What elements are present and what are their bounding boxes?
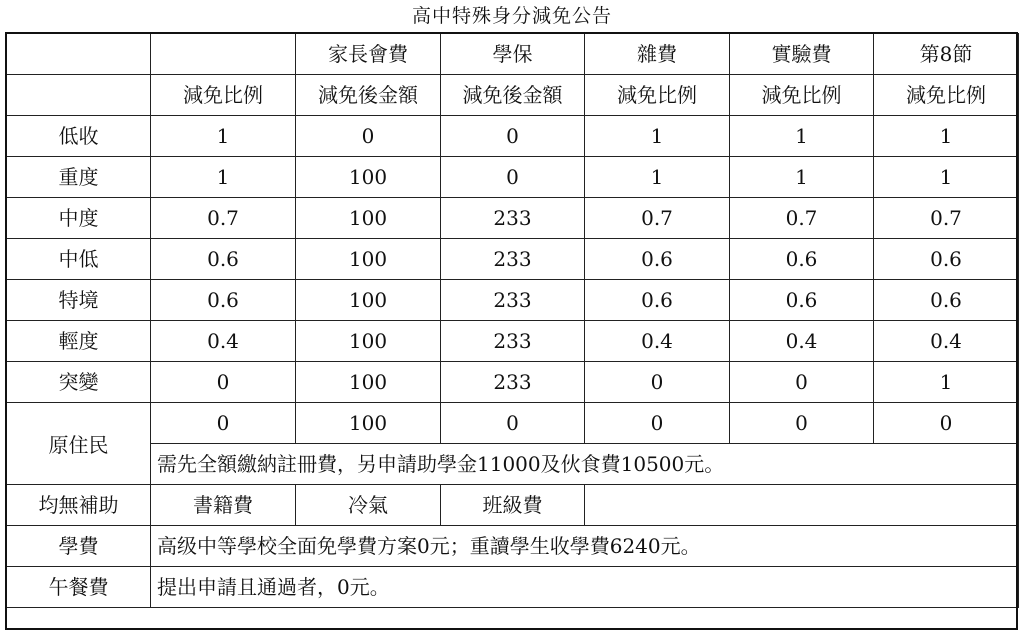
header-row-2 [7, 75, 1019, 116]
table-cell: 1 [874, 116, 1019, 157]
table-cell: 0 [441, 116, 585, 157]
table-cell: 0 [585, 362, 730, 403]
table-cell: 0 [585, 403, 730, 444]
header-cell: 雜費 [585, 34, 730, 75]
row-label: 輕度 [7, 321, 151, 362]
table-row [7, 239, 1019, 280]
table-cell: 233 [441, 280, 585, 321]
table-cell: 233 [441, 362, 585, 403]
fee-reduction-table [6, 33, 1019, 608]
lunch-label: 午餐費 [7, 567, 151, 608]
header-cell: 減免比例 [151, 75, 296, 116]
header-cell: 減免比例 [585, 75, 730, 116]
row-label: 低收 [7, 116, 151, 157]
header-cell [7, 34, 151, 75]
table-row [7, 362, 1019, 403]
table-cell: 0.7 [585, 198, 730, 239]
no-subsidy-label: 均無補助 [7, 485, 151, 526]
table-cell: 0.4 [585, 321, 730, 362]
lunch-text: 提出申請且通過者，0元。 [151, 567, 1019, 608]
table-cell: 100 [296, 239, 441, 280]
table-cell: 0.4 [874, 321, 1019, 362]
table-cell: 0.6 [585, 280, 730, 321]
header-row-1 [7, 34, 1019, 75]
table-cell: 0 [730, 362, 874, 403]
table-cell: 1 [730, 116, 874, 157]
table-cell: 0.6 [874, 280, 1019, 321]
table-cell: 0 [151, 362, 296, 403]
row-label: 特境 [7, 280, 151, 321]
table-cell: 0.6 [730, 239, 874, 280]
table-cell: 0 [441, 157, 585, 198]
table-cell: 1 [730, 157, 874, 198]
table-cell: 0 [441, 403, 585, 444]
table-cell: 1 [874, 362, 1019, 403]
header-cell [151, 34, 296, 75]
table-cell: 233 [441, 321, 585, 362]
tuition-row [7, 526, 1019, 567]
header-cell: 家長會費 [296, 34, 441, 75]
header-cell: 減免比例 [874, 75, 1019, 116]
table-cell: 0 [874, 403, 1019, 444]
table-cell: 233 [441, 198, 585, 239]
table-cell: 233 [441, 239, 585, 280]
aboriginal-note-row [7, 444, 1019, 485]
header-cell: 實驗費 [730, 34, 874, 75]
table-cell: 0 [730, 403, 874, 444]
table-cell: 0.4 [730, 321, 874, 362]
table-cell: 100 [296, 362, 441, 403]
no-subsidy-row [7, 485, 1019, 526]
table-cell: 100 [296, 403, 441, 444]
table-cell: 0.6 [874, 239, 1019, 280]
table-cell: 0.6 [151, 280, 296, 321]
table-cell: 0.6 [585, 239, 730, 280]
table-row [7, 321, 1019, 362]
table-cell: 1 [151, 157, 296, 198]
table-row [7, 116, 1019, 157]
table-cell: 100 [296, 280, 441, 321]
table-cell: 100 [296, 157, 441, 198]
table-cell: 0.7 [151, 198, 296, 239]
table-cell: 0.6 [730, 280, 874, 321]
row-label: 重度 [7, 157, 151, 198]
header-cell: 減免後金額 [441, 75, 585, 116]
no-subsidy-item: 冷氣 [296, 485, 441, 526]
table-cell: 0 [151, 403, 296, 444]
row-label: 中低 [7, 239, 151, 280]
table-cell: 100 [296, 321, 441, 362]
table-cell: 0.7 [874, 198, 1019, 239]
table-cell: 1 [874, 157, 1019, 198]
table-row [7, 198, 1019, 239]
header-cell [7, 75, 151, 116]
table-row [7, 157, 1019, 198]
table-cell: 0.6 [151, 239, 296, 280]
aboriginal-label: 原住民 [7, 403, 151, 485]
table-cell: 0.7 [730, 198, 874, 239]
table-cell: 0.4 [151, 321, 296, 362]
tuition-label: 學費 [7, 526, 151, 567]
table-cell: 1 [585, 157, 730, 198]
no-subsidy-item: 書籍費 [151, 485, 296, 526]
tuition-text: 高级中等學校全面免學費方案0元；重讀學生收學費6240元。 [151, 526, 1019, 567]
header-cell: 減免後金額 [296, 75, 441, 116]
aboriginal-note: 需先全額繳納註冊費，另申請助學金11000及伙食費10500元。 [151, 444, 1019, 485]
header-cell: 減免比例 [730, 75, 874, 116]
aboriginal-row [7, 403, 1019, 444]
no-subsidy-item: 班級費 [441, 485, 585, 526]
header-cell: 學保 [441, 34, 585, 75]
row-label: 中度 [7, 198, 151, 239]
page-title: 高中特殊身分減免公告 [411, 5, 612, 27]
table-cell: 1 [151, 116, 296, 157]
header-cell: 第8節 [874, 34, 1019, 75]
empty-cell [585, 485, 1019, 526]
row-label: 突變 [7, 362, 151, 403]
table-cell: 1 [585, 116, 730, 157]
table-cell: 100 [296, 198, 441, 239]
table-cell: 0 [296, 116, 441, 157]
table-row [7, 280, 1019, 321]
lunch-row [7, 567, 1019, 608]
